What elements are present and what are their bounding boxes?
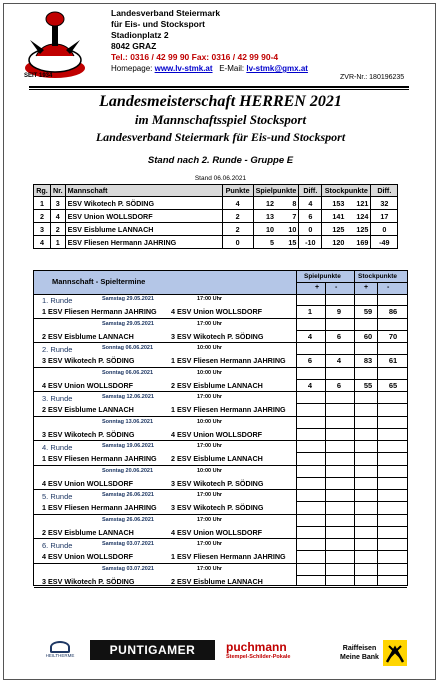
col-game-points: Spielpunkte (253, 185, 299, 197)
game-time: 10:00 Uhr (197, 467, 223, 474)
title-main: Landesmeisterschaft HERREN 2021 (99, 93, 342, 110)
row-divider (34, 440, 407, 441)
sp-plus: + (315, 284, 320, 291)
score-cell: 4 (307, 380, 313, 390)
game-date: Samstag 03.07.2021 (102, 541, 154, 547)
sponsor-raiffeisen (337, 640, 413, 666)
cell-rank: 3 (34, 223, 51, 236)
score-row-divider (296, 501, 407, 502)
cell-rank: 2 (34, 210, 51, 223)
email-label: E-Mail: (219, 64, 245, 73)
score-cell: 65 (388, 380, 398, 390)
cell-sp-minus: 7 (276, 210, 299, 223)
stp-plus: + (364, 284, 369, 291)
stockpunkte-label: Stockpunkte (358, 273, 398, 280)
raiffeisen-text (337, 644, 382, 662)
cell-nr: 1 (51, 236, 66, 249)
stp-minus: - (387, 284, 390, 291)
zvr-number: ZVR-Nr.: 180196235 (340, 74, 405, 81)
col-diff2: Diff. (371, 185, 398, 197)
score-cell: 55 (363, 380, 373, 390)
cell-nr: 2 (51, 223, 66, 236)
subheader-line (296, 282, 407, 283)
cell-rank: 4 (34, 236, 51, 249)
round-label: 2. Runde (42, 345, 73, 354)
email-link[interactable]: lv-stmk@gmx.at (246, 64, 308, 73)
cell-rank: 1 (34, 197, 51, 210)
homepage-label: Homepage: (111, 64, 153, 73)
row-divider (34, 367, 407, 368)
score-cell: 1 (307, 307, 313, 316)
cell-diff2: 32 (371, 197, 398, 210)
score-cell: 4 (307, 331, 313, 341)
cell-stp-plus: 120 (322, 236, 347, 249)
cell-diff: 0 (299, 223, 322, 236)
score-cell: 59 (363, 307, 373, 316)
contact-line (111, 63, 308, 74)
schedule-header-label: Mannschaft - Spieltermine (52, 277, 146, 286)
away-team: 2 ESV Eisblume LANNACH (171, 576, 263, 586)
cell-stp-plus: 141 (322, 210, 347, 223)
col-stock-points: Stockpunkte (322, 185, 371, 197)
cell-points: 0 (222, 236, 253, 249)
cell-team: ESV Fliesen Hermann JAHRING (65, 236, 222, 249)
round-label: 6. Runde (42, 541, 73, 550)
schedule-table (33, 270, 408, 586)
away-team: 3 ESV Wikotech P. SÖDING (171, 503, 264, 512)
col-team: Mannschaft (65, 185, 222, 197)
cell-diff: -10 (299, 236, 322, 249)
cell-stp-plus: 153 (322, 197, 347, 210)
game-date: Samstag 26.06.2021 (102, 492, 154, 498)
org-line-2: für Eis- und Stocksport (111, 19, 205, 29)
score-row-divider (296, 575, 407, 576)
cell-stp-minus: 121 (346, 197, 371, 210)
away-team: 1 ESV Fliesen Hermann JAHRING (171, 552, 286, 561)
away-team: 1 ESV Fliesen Hermann JAHRING (171, 405, 286, 414)
sp-minus: - (335, 284, 338, 291)
sponsor-puchmann (226, 640, 322, 664)
title-sub: im Mannschaftsspiel Stocksport (134, 112, 307, 127)
cell-stp-plus: 125 (322, 223, 347, 236)
game-date: Samstag 12.06.2021 (102, 394, 154, 400)
game-time: 10:00 Uhr (197, 369, 223, 376)
round-label: 3. Runde (42, 394, 73, 403)
away-team: 4 ESV Union WOLLSDORF (171, 429, 263, 439)
row-divider (34, 342, 407, 343)
game-time: 17:00 Uhr (197, 492, 223, 498)
home-team: 1 ESV Fliesen Hermann JAHRING (42, 503, 157, 512)
game-time: 17:00 Uhr (197, 516, 223, 523)
score-row-divider (296, 403, 407, 404)
cell-sp-plus: 13 (253, 210, 276, 223)
cell-sp-minus: 15 (276, 236, 299, 249)
home-team: 3 ESV Wikotech P. SÖDING (42, 356, 135, 365)
cell-diff2: 17 (371, 210, 398, 223)
spielpunkte-label: Spielpunkte (304, 273, 341, 280)
cell-sp-plus: 10 (253, 223, 276, 236)
home-team: 3 ESV Wikotech P. SÖDING (42, 429, 135, 439)
col-rank: Rg. (34, 185, 51, 197)
cell-nr: 4 (51, 210, 66, 223)
title-org: Landesverband Steiermark für Eis-und Stocksport (95, 130, 346, 144)
homepage-link[interactable]: www.lv-stmk.at (154, 64, 213, 73)
cell-team: ESV Wikotech P. SÖDING (65, 197, 222, 210)
game-time: 17:00 Uhr (197, 541, 223, 547)
game-time: 17:00 Uhr (197, 565, 223, 572)
heiltherme-icon (50, 641, 70, 653)
address-block (111, 8, 308, 74)
cell-team: ESV Eisblume LANNACH (65, 223, 222, 236)
score-row-divider (296, 428, 407, 429)
game-date: Samstag 19.06.2021 (102, 443, 154, 449)
col-diff: Diff. (299, 185, 322, 197)
home-team: 1 ESV Fliesen Hermann JAHRING (42, 454, 157, 463)
game-date: Sonntag 06.06.2021 (102, 345, 154, 351)
round-label: 5. Runde (42, 492, 73, 501)
header-rule (29, 86, 409, 88)
row-divider (34, 465, 407, 466)
sponsor-heiltherme (36, 641, 84, 665)
game-time: 17:00 Uhr (197, 394, 223, 400)
row-divider (34, 318, 407, 319)
game-time: 10:00 Uhr (197, 418, 223, 425)
cell-stp-minus: 125 (346, 223, 371, 236)
cell-points: 2 (222, 210, 253, 223)
score-row-divider (296, 452, 407, 453)
round-label: 4. Runde (42, 443, 73, 452)
game-date: Sonntag 06.06.2021 (102, 369, 154, 376)
home-team: 4 ESV Union WOLLSDORF (42, 478, 134, 488)
city: 8042 GRAZ (111, 41, 157, 51)
home-team: 3 ESV Wikotech P. SÖDING (42, 576, 135, 586)
cell-sp-plus: 5 (253, 236, 276, 249)
score-cell: 70 (388, 331, 398, 341)
game-date: Samstag 03.07.2021 (102, 565, 154, 572)
home-team: 1 ESV Fliesen Hermann JAHRING (42, 307, 157, 316)
row-divider (34, 416, 407, 417)
game-date: Samstag 29.05.2021 (102, 320, 154, 327)
away-team: 4 ESV Union WOLLSDORF (171, 307, 263, 316)
col-points: Punkte (222, 185, 253, 197)
cell-nr: 3 (51, 197, 66, 210)
home-team: 4 ESV Union WOLLSDORF (42, 380, 134, 390)
since-1934-label: SEIT 1934 (24, 73, 53, 79)
standings-header-row (34, 185, 398, 197)
score-row-divider (296, 330, 407, 331)
heiltherme-label: HEILTHERME (45, 653, 75, 658)
score-cell: 6 (336, 380, 342, 390)
table-row (34, 236, 398, 249)
puchmann-label: puchmann (226, 640, 287, 654)
phone-fax: Tel.: 0316 / 42 99 90 Fax: 0316 / 42 99 90-4 (111, 52, 279, 62)
row-divider (34, 587, 407, 588)
score-cell: 61 (388, 356, 398, 365)
cell-diff2: 0 (371, 223, 398, 236)
row-divider (34, 563, 407, 564)
cell-sp-minus: 8 (276, 197, 299, 210)
score-cell: 83 (363, 356, 373, 365)
score-cell: 4 (336, 356, 342, 365)
game-date: Samstag 26.06.2021 (102, 516, 154, 523)
home-team: 2 ESV Eisblume LANNACH (42, 405, 134, 414)
game-time: 10:00 Uhr (197, 345, 223, 351)
cell-diff: 6 (299, 210, 322, 223)
cell-stp-minus: 124 (346, 210, 371, 223)
raiffeisen-gable-icon (383, 640, 407, 666)
game-date: Sonntag 13.06.2021 (102, 418, 154, 425)
home-team: 2 ESV Eisblume LANNACH (42, 331, 134, 341)
away-team: 2 ESV Eisblume LANNACH (171, 380, 263, 390)
cell-team: ESV Union WOLLSDORF (65, 210, 222, 223)
score-cell: 60 (363, 331, 373, 341)
game-time: 17:00 Uhr (197, 296, 223, 302)
score-cell: 86 (388, 307, 398, 316)
game-time: 17:00 Uhr (197, 320, 223, 327)
schedule-column-divider (377, 282, 378, 585)
home-team: 2 ESV Eisblume LANNACH (42, 527, 134, 537)
round-label: 1. Runde (42, 296, 73, 305)
cell-sp-plus: 12 (253, 197, 276, 210)
score-row-divider (296, 526, 407, 527)
table-row (34, 197, 398, 210)
street: Stadionplatz 2 (111, 30, 169, 40)
score-cell: 9 (336, 307, 342, 316)
row-divider (34, 489, 407, 490)
score-row-divider (296, 305, 407, 306)
table-row (34, 210, 398, 223)
cell-points: 4 (222, 197, 253, 210)
home-team: 4 ESV Union WOLLSDORF (42, 552, 134, 561)
table-row (34, 223, 398, 236)
game-date: Samstag 29.05.2021 (102, 296, 154, 302)
score-row-divider (296, 477, 407, 478)
raiffeisen-line2: Meine Bank (340, 654, 379, 661)
header-rule-thin (29, 89, 409, 90)
row-divider (34, 514, 407, 515)
away-team: 1 ESV Fliesen Hermann JAHRING (171, 356, 286, 365)
schedule-header (34, 271, 407, 295)
cell-diff2: -49 (371, 236, 398, 249)
away-team: 2 ESV Eisblume LANNACH (171, 454, 263, 463)
org-line-1: Landesverband Steiermark (111, 8, 221, 18)
game-time: 17:00 Uhr (197, 443, 223, 449)
score-row-divider (296, 550, 407, 551)
col-nr: Nr. (51, 185, 66, 197)
stand-date: Stand 06.06.2021 (194, 175, 247, 182)
away-team: 3 ESV Wikotech P. SÖDING (171, 331, 264, 341)
raiffeisen-line1: Raiffeisen (342, 645, 377, 652)
sponsor-puntigamer: PUNTIGAMER (90, 640, 215, 660)
row-divider (34, 391, 407, 392)
cell-points: 2 (222, 223, 253, 236)
score-row-divider (296, 379, 407, 380)
schedule-column-divider (325, 282, 326, 585)
score-cell: 6 (307, 356, 313, 365)
away-team: 3 ESV Wikotech P. SÖDING (171, 478, 264, 488)
puchmann-sub: Stempel-Schilder-Pokale (226, 654, 291, 660)
cell-stp-minus: 169 (346, 236, 371, 249)
score-cell: 6 (336, 331, 342, 341)
score-row-divider (296, 354, 407, 355)
away-team: 4 ESV Union WOLLSDORF (171, 527, 263, 537)
game-date: Sonntag 20.06.2021 (102, 467, 154, 474)
title-round: Stand nach 2. Runde - Gruppe E (147, 155, 294, 166)
standings-table (33, 184, 398, 249)
cell-diff: 4 (299, 197, 322, 210)
row-divider (34, 538, 407, 539)
cell-sp-minus: 10 (276, 223, 299, 236)
